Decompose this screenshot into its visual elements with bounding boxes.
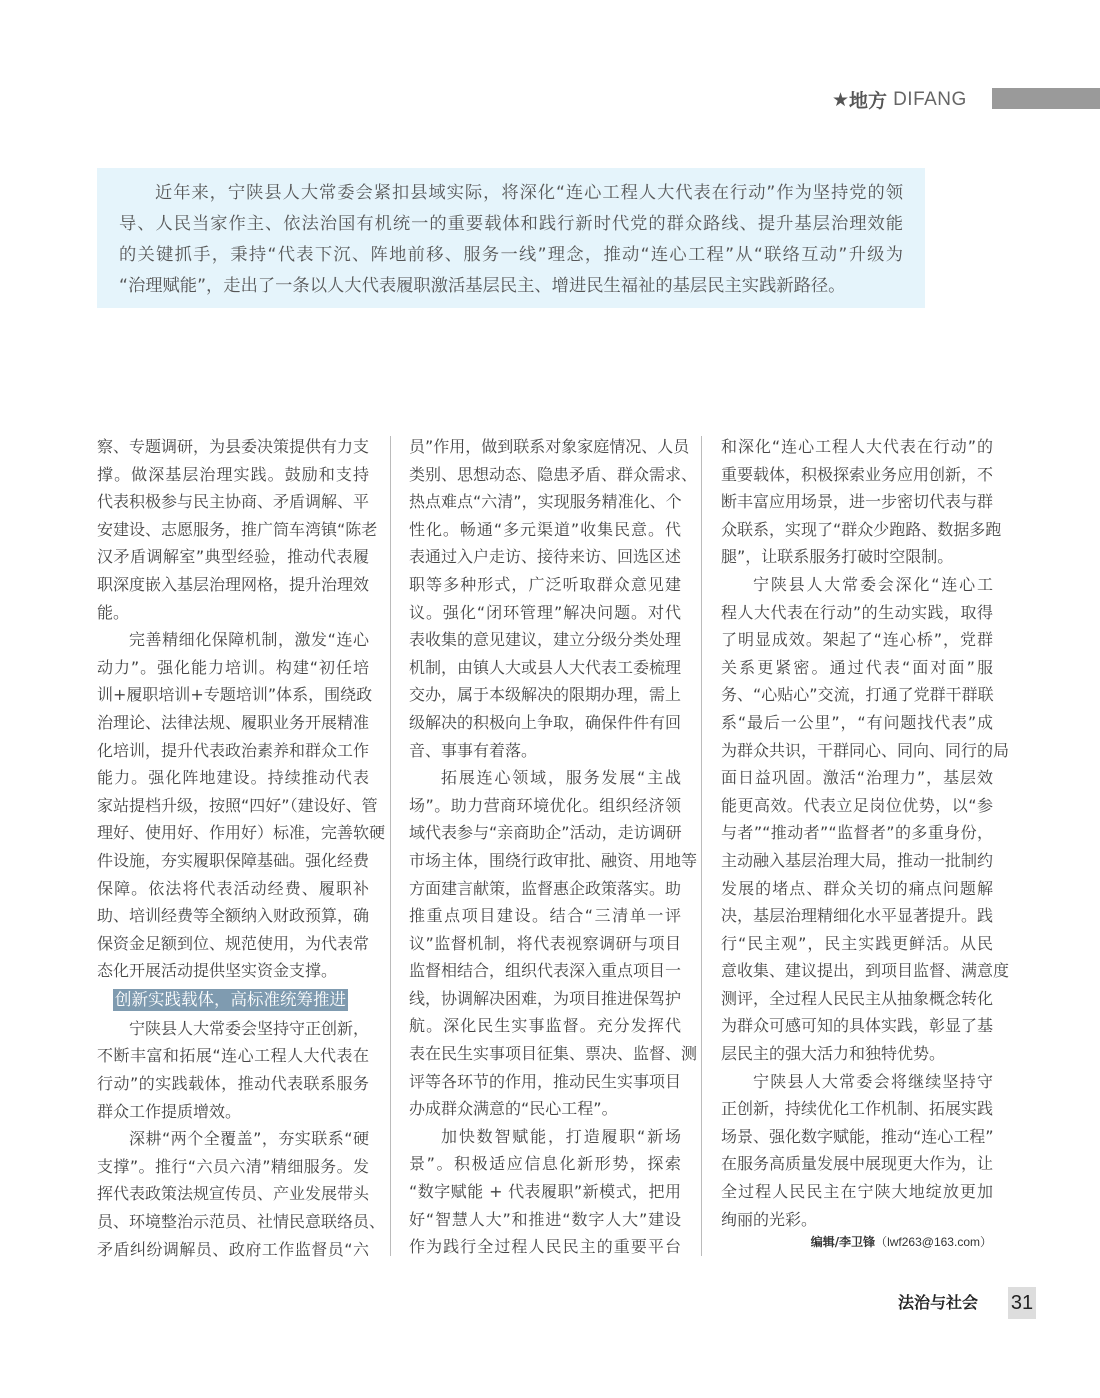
text-line: 安建设、志愿服务，推广筒车湾镇“陈老 (97, 519, 378, 539)
text-line: 议。强化“闭环管理”解决问题。对代 (409, 602, 681, 622)
text-line: 群众工作提质增效。 (97, 1101, 242, 1121)
text-line: 矛盾纠纷调解员、政府工作监督员“六 (97, 1239, 369, 1259)
header-bar (992, 88, 1100, 109)
text-line: 好“智慧人大”和推进“数字人大”建设 (409, 1209, 681, 1229)
section-heading: 创新实践载体，高标准统筹推进 (115, 989, 346, 1009)
text-line: 发展的堵点、群众关切的痛点问题解 (721, 878, 993, 898)
text-line: 能。 (97, 602, 130, 622)
editor-name: 编辑/李卫锋 (810, 1235, 876, 1249)
text-line: 众联系，实现了“群众少跑路、数据多跑 (721, 519, 1002, 539)
text-line: 了明显成效。架起了“连心桥”，党群 (721, 630, 993, 650)
text-line: 重要载体，积极探索业务应用创新，不 (721, 464, 994, 484)
text-line: 在服务高质量发展中展现更大作为，让 (721, 1154, 994, 1174)
text-line: “数字赋能 + 代表履职”新模式，把用 (409, 1182, 681, 1202)
text-line: 深耕“两个全覆盖”，夯实联系“硬 (129, 1129, 369, 1149)
text-line: 务、“心贴心”交流，打通了党群干群联 (721, 685, 994, 705)
text-line: 域代表参与“亲商助企”活动，走访调研 (409, 823, 682, 843)
text-line: 保资金足额到位、规范使用，为代表常 (97, 933, 370, 953)
text-line: 挥代表政策法规宣传员、产业发展带头 (97, 1184, 370, 1204)
text-line: 监督相结合，组织代表深入重点项目一 (409, 961, 682, 981)
text-line: 助、培训经费等全额纳入财政预算，确 (97, 906, 370, 926)
text-line: 方面建言献策，监督惠企政策落实。助 (409, 878, 682, 898)
text-line: 动力”。强化能力培训。构建“初任培 (97, 657, 369, 677)
paragraph (97, 1015, 369, 1125)
text-line: 交办，属于本级解决的限期办理，需上 (409, 685, 682, 705)
text-line: 系“最后一公里”，“有问题找代表”成 (721, 712, 993, 732)
text-line: 治理论、法律法规、履职业务开展精准 (97, 712, 370, 732)
paragraph (97, 1125, 386, 1263)
text-line: 程人大代表在行动”的生动实践，取得 (721, 602, 993, 622)
paragraph (97, 433, 378, 626)
text-line: 表在民生实事项目征集、票决、监督、测 (409, 1044, 698, 1064)
text-line: 家站提档升级，按照“四好”（建设好、管 (97, 795, 378, 815)
text-line: 件设施，夯实履职保障基础。强化经费 (97, 850, 370, 870)
text-line: 不断丰富和拓展“连心工程人大代表在 (97, 1046, 369, 1066)
text-line: 面日益巩固。激活“治理力”，基层效 (721, 768, 993, 788)
section-header (832, 86, 967, 113)
text-line: 宁陕县人大常委会深化“连心工 (753, 574, 993, 594)
text-line: 宁陕县人大常委会将继续坚持守 (753, 1071, 993, 1091)
text-line: 断丰富应用场景，进一步密切代表与群 (721, 492, 994, 512)
paragraph (721, 571, 1010, 1068)
editor-email: （lwf263@163.com） (875, 1235, 992, 1249)
column-divider (390, 436, 391, 1256)
text-line: 支撑”。推行“六员六清”精细服务。发 (97, 1156, 369, 1176)
page-number: 31 (1008, 1287, 1036, 1319)
text-line: 级解决的积极向上争取，确保件件有回 (409, 712, 682, 732)
text-line: 景”。积极适应信息化新形势，探索 (409, 1154, 681, 1174)
text-line: 市场主体，围绕行政审批、融资、用地等 (409, 850, 698, 870)
text-line: 议”监督机制，将代表视察调研与项目 (409, 933, 681, 953)
text-line: 正创新，持续优化工作机制、拓展实践 (721, 1099, 994, 1119)
text-line: 推重点项目建设。结合“三清单一评 (409, 906, 681, 926)
text-line: 线，协调解决困难，为项目推进保驾护 (409, 988, 682, 1008)
intro-line: 的关键抓手，秉持“代表下沉、阵地前移、服务一线”理念，推动“连心工程”从“联络互动”升级为 (119, 245, 903, 265)
paragraph (409, 433, 698, 764)
text-line: 职等多种形式，广泛听取群众意见建 (409, 574, 681, 594)
text-line: 职深度嵌入基层治理网格，提升治理效 (97, 574, 370, 594)
text-line: 员、环境整治示范员、社情民意联络员、 (97, 1212, 386, 1232)
section-title-en: DIFANG (893, 88, 967, 110)
intro-box (97, 168, 925, 308)
text-line: 察、专题调研，为县委决策提供有力支 (97, 437, 370, 456)
text-line: 性化。畅通“多元渠道”收集民意。代 (409, 519, 681, 539)
text-line: 态化开展活动提供坚实资金支撑。 (97, 961, 338, 981)
text-line: 训+履职培训+专题培训”体系，围绕政 (97, 685, 373, 705)
intro-line: “治理赋能”，走出了一条以人大代表履职激活基层民主、增进民生福祉的基层民主实践新路径。 (119, 276, 846, 296)
text-line: 行动”的实践载体，推动代表联系服务 (97, 1074, 369, 1094)
text-line: 音、事事有着落。 (409, 740, 538, 760)
text-line: 航。深化民生实事监督。充分发挥代 (409, 1016, 681, 1036)
text-line: 完善精细化保障机制，激发“连心 (129, 630, 369, 650)
text-line: 能力。强化阵地建设。持续推动代表 (97, 768, 369, 788)
text-line: 绚丽的光彩。 (721, 1209, 818, 1229)
paragraph (721, 1068, 993, 1234)
text-line: 与者”“推动者”“监督者”的多重身份， (721, 823, 993, 843)
paragraph (97, 626, 386, 985)
text-line: 宁陕县人大常委会坚持守正创新， (129, 1018, 370, 1038)
star-icon: ★ (832, 88, 850, 111)
text-line: 测评，全过程人民民主从抽象概念转化 (721, 988, 994, 1008)
editor-credit (722, 1233, 992, 1250)
intro-line: 近年来，宁陕县人大常委会紧扣县域实际，将深化“连心工程人大代表在行动”作为坚持党的领 (155, 183, 903, 203)
intro-line: 导、人民当家作主、依法治国有机统一的重要载体和践行新时代党的群众路线、提升基层治理效能 (119, 214, 903, 234)
text-line: 加快数智赋能，打造履职“新场 (441, 1126, 681, 1146)
text-line: 理好、使用好、作用好）标准，完善软硬 (97, 823, 386, 843)
column-1 (97, 433, 386, 1263)
text-line: 代表积极参与民主协商、矛盾调解、平 (97, 492, 370, 512)
paragraph (409, 764, 698, 1123)
text-line: 关系更紧密。通过代表“面对面”服 (721, 657, 993, 677)
text-line: 类别、思想动态、隐患矛盾、群众需求、 (409, 464, 698, 484)
text-line: 全过程人民民主在宁陕大地绽放更加 (721, 1182, 993, 1202)
text-line: 员”作用，做到联系对象家庭情况、人员 (409, 437, 690, 456)
text-line: 能更高效。代表立足岗位优势，以“参 (721, 795, 993, 815)
text-line: 表通过入户走访、接待来访、回选区述 (409, 547, 682, 567)
column-3 (721, 433, 1010, 1233)
text-line: 主动融入基层治理大局，推动一批制约 (721, 850, 994, 870)
text-line: 化培训，提升代表政治素养和群众工作 (97, 740, 370, 760)
text-line: 腿”，让联系服务打破时空限制。 (721, 547, 954, 567)
column-divider (701, 436, 702, 1256)
text-line: 拓展连心领域，服务发展“主战 (441, 768, 681, 788)
text-line: 作为践行全过程人民民主的重要平台 (409, 1237, 681, 1257)
text-line: 为群众共识，干群同心、同向、同行的局 (721, 740, 1010, 760)
text-line: 决，基层治理精细化水平显著提升。践 (721, 906, 994, 926)
paragraph (721, 433, 1002, 571)
text-line: 撑。做深基层治理实践。鼓励和支持 (97, 464, 369, 484)
text-line: 评等各环节的作用，推动民生实事项目 (409, 1071, 682, 1091)
text-line: 保障。依法将代表活动经费、履职补 (97, 878, 369, 898)
text-line: 表收集的意见建议，建立分级分类处理 (409, 630, 682, 650)
magazine-name: 法治与社会 (898, 1293, 979, 1312)
paragraph (409, 1123, 681, 1261)
text-line: 汉矛盾调解室”典型经验，推动代表履 (97, 547, 369, 567)
text-line: 层民主的强大活力和独特优势。 (721, 1044, 946, 1064)
text-line: 机制，由镇人大或县人大代表工委梳理 (409, 657, 682, 677)
section-title: 地方 (849, 90, 888, 112)
text-line: 行“民主观”，民主实践更鲜活。从民 (721, 933, 993, 953)
text-line: 场”。助力营商环境优化。组织经济领 (409, 795, 681, 815)
text-line: 热点难点“六清”，实现服务精准化、个 (409, 492, 682, 512)
text-line: 意收集、建议提出，到项目监督、满意度 (721, 961, 1010, 981)
text-line: 和深化“连心工程人大代表在行动”的 (721, 437, 993, 456)
text-line: 办成群众满意的“民心工程”。 (409, 1099, 618, 1119)
text-line: 为群众可感可知的具体实践，彰显了基 (721, 1016, 994, 1036)
column-2 (409, 433, 698, 1261)
text-line: 场景、强化数字赋能，推动“连心工程” (721, 1126, 994, 1146)
